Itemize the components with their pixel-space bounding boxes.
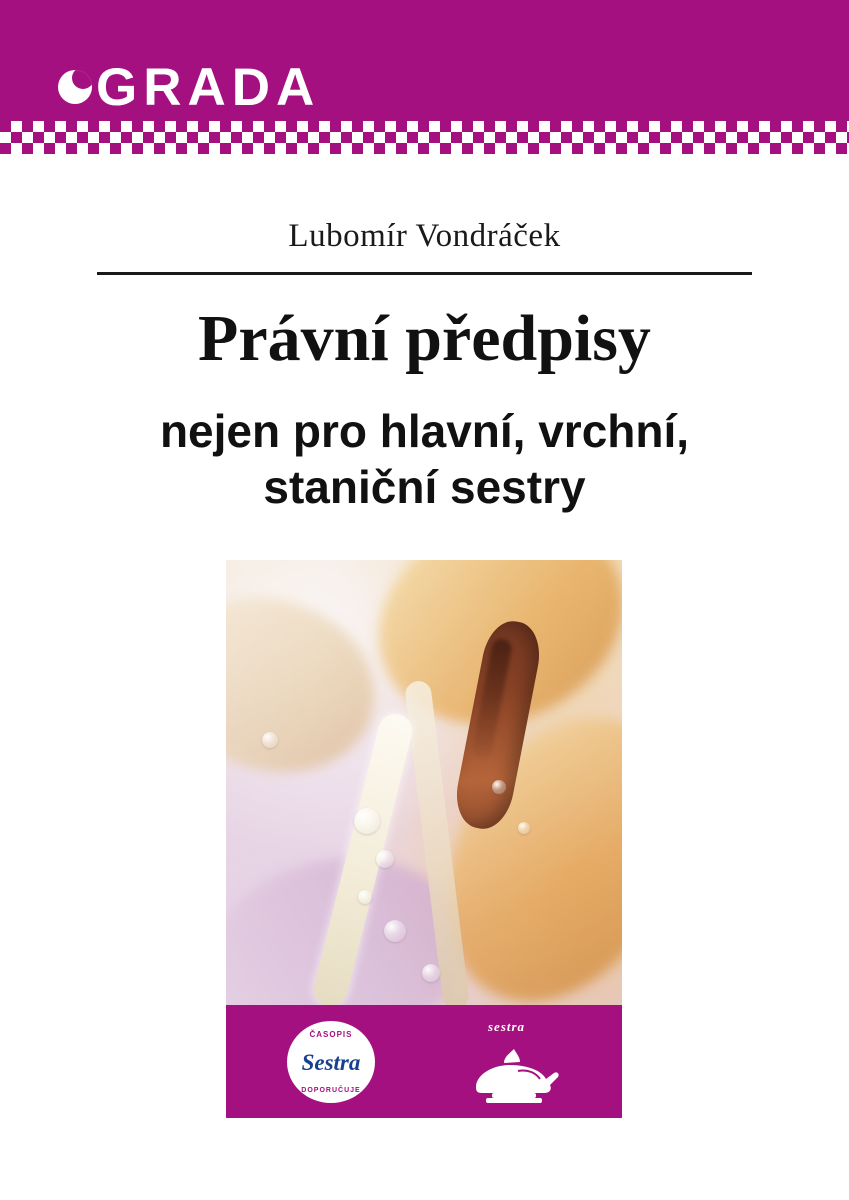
book-subtitle (0, 403, 849, 515)
checker-row-2 (0, 132, 849, 143)
badge-ring-top-text: ČASOPIS (309, 1030, 353, 1039)
badge-word: Sestra (301, 1049, 361, 1075)
author-name: Lubomír Vondráček (288, 218, 561, 254)
checker-row-3 (0, 143, 849, 154)
divider-rule (97, 272, 752, 275)
cover-photo (226, 560, 622, 1118)
book-subtitle-line-1: nejen pro hlavní, vrchní, (159, 405, 690, 457)
lamp-badge-word: sestra (488, 1019, 526, 1034)
oil-lamp-icon (458, 1035, 570, 1105)
book-subtitle-line-2: staniční sestry (263, 461, 586, 514)
sestra-lamp-badge (458, 1019, 570, 1105)
publisher-name: GRADA (96, 57, 321, 117)
sestra-magazine-badge (289, 1023, 373, 1101)
book-title: Právní předpisy (198, 302, 651, 375)
badge-band (226, 1005, 622, 1118)
checker-row-1 (0, 121, 849, 132)
badge-ring-bottom-text: DOPORUČUJE (301, 1087, 361, 1094)
flower-stamen-photo-icon (226, 560, 622, 1005)
publisher-band (0, 0, 849, 121)
grada-circle-logo-icon (58, 70, 92, 104)
publisher-logo (58, 57, 321, 117)
